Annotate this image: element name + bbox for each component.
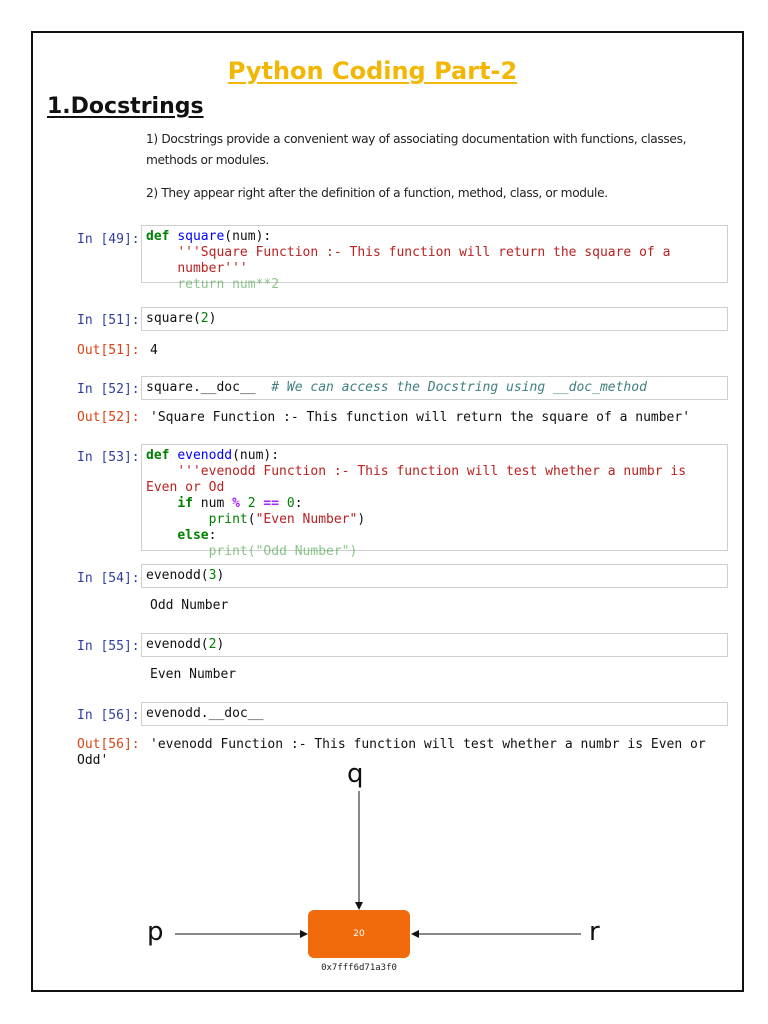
code-cell-square-def[interactable] (141, 225, 728, 292)
code-text: evenodd.__doc__ (146, 706, 264, 721)
code-text: evenodd( (146, 637, 209, 652)
input-prompt: In [53]: (77, 450, 140, 465)
code-text: ) (216, 568, 225, 583)
paragraph-1 (146, 129, 686, 171)
code-text: ) (357, 512, 366, 527)
label-p: p (147, 917, 164, 947)
label-q: q (347, 759, 364, 789)
string-literal: "Even Number" (255, 512, 358, 527)
number-literal: 2 (247, 496, 256, 511)
code-text: evenodd( (146, 568, 209, 583)
indent (146, 277, 177, 292)
indent (146, 261, 177, 276)
code-cell-evenodd-call-3[interactable] (141, 564, 728, 588)
cell-output-line-1: 'evenodd Function :- This function will test whether a numbr is Even or (150, 737, 706, 752)
cell-output-line-2: Odd' (77, 753, 109, 768)
code-cell-evenodd-doc[interactable] (141, 702, 728, 726)
code-text: square.__doc__ (146, 380, 272, 395)
cell-output: 'Square Function :- This function will return the square of a number' (150, 410, 691, 425)
code-comment: # We can access the Docstring using __doc_method (271, 380, 647, 395)
code-text: : (294, 496, 303, 511)
output-prompt: Out[56]: (77, 737, 140, 752)
code-text: square( (146, 311, 201, 326)
input-prompt: In [51]: (77, 313, 140, 328)
space (279, 496, 287, 511)
code-text: ) (216, 637, 225, 652)
operator: % (232, 496, 240, 511)
code-text: ) (208, 311, 217, 326)
number-literal: 2 (200, 311, 209, 326)
paragraph-1-line-2: methods or modules. (146, 153, 269, 167)
page-title (33, 57, 742, 85)
number-literal: 3 (208, 568, 217, 583)
label-r: r (589, 917, 600, 947)
code-text: : (208, 528, 217, 543)
input-prompt: In [52]: (77, 382, 140, 397)
code-cell-doc-access[interactable] (141, 376, 728, 400)
output-prompt: Out[52]: (77, 410, 140, 425)
code-text: ( (247, 512, 256, 527)
code-text: (num): (232, 448, 280, 463)
input-prompt: In [55]: (77, 639, 140, 654)
section-heading: 1.Docstrings (47, 94, 204, 119)
memory-address: 0x7fff6d71a3f0 (321, 963, 397, 973)
function-name: evenodd (177, 448, 233, 463)
output-prompt: Out[51]: (77, 343, 140, 358)
space (240, 496, 248, 511)
cut-off-code-line: return num**2 (177, 277, 280, 292)
value-box (308, 910, 410, 958)
cell-output: Odd Number (150, 598, 229, 613)
cell-output: Even Number (150, 667, 237, 682)
indent (146, 245, 177, 260)
number-literal: 2 (208, 637, 217, 652)
code-cell-evenodd-call-2[interactable] (141, 633, 728, 657)
docstring-line: '''Square Function :- This function will return the square of a (177, 245, 671, 260)
paragraph-1-line-1: 1) Docstrings provide a convenient way of associating documentation with functions, classes, (146, 132, 687, 146)
input-prompt: In [49]: (77, 232, 140, 247)
code-text: (num): (224, 229, 272, 244)
code-text: num (192, 496, 233, 511)
code-cell-square-call[interactable] (141, 307, 728, 331)
operator: == (263, 496, 280, 511)
cut-off-code-line: print("Odd Number") (208, 544, 358, 559)
value-box-text: 20 (353, 929, 365, 939)
docstring-line: number''' (177, 261, 248, 276)
builtin-function: print (208, 512, 248, 527)
code-cell-evenodd-def[interactable] (141, 444, 728, 559)
input-prompt: In [56]: (77, 708, 140, 723)
notebook-page (31, 31, 744, 992)
docstring-line: '''evenodd Function :- This function will test whether a numbr is (177, 464, 687, 479)
keyword: if (177, 496, 193, 511)
keyword: def (146, 229, 170, 244)
paragraph-2: 2) They appear right after the definition of a function, method, class, or module. (146, 186, 608, 200)
input-prompt: In [54]: (77, 571, 140, 586)
function-name: square (177, 229, 225, 244)
page-title-text: Python Coding Part-2 (227, 57, 518, 85)
keyword: else (177, 528, 209, 543)
docstring-line: Even or Od (146, 480, 225, 495)
keyword: def (146, 448, 170, 463)
number-literal: 0 (286, 496, 295, 511)
cell-output: 4 (150, 343, 158, 358)
